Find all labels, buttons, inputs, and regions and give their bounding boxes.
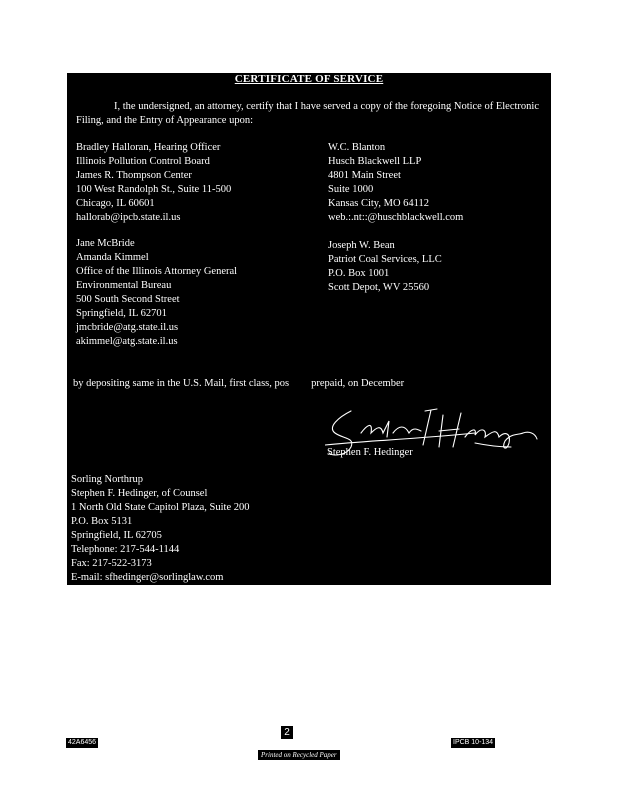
address-line: Environmental Bureau [76, 280, 172, 291]
fax-line: Fax: 217-522-3173 [71, 558, 152, 569]
firm-line: Stephen F. Hedinger, of Counsel [71, 488, 208, 499]
address-line: Illinois Pollution Control Board [76, 156, 210, 167]
address-line: 100 West Randolph St., Suite 11-500 [76, 184, 232, 195]
address-line: Office of the Illinois Attorney General [76, 266, 238, 277]
firm-line: 1 North Old State Capitol Plaza, Suite 200 [71, 502, 250, 513]
address-line: Suite 1000 [328, 184, 374, 195]
address-line: 500 South Second Street [76, 294, 180, 305]
certificate-of-service [67, 73, 551, 585]
firm-line: Sorling Northrup [71, 474, 144, 485]
address-line: 4801 Main Street [328, 170, 401, 181]
law-firm-contact-block [71, 473, 249, 585]
recycled-paper-notice: Printed on Recycled Paper [258, 750, 340, 760]
email-address: akimmel@atg.state.il.us [76, 336, 178, 347]
address-line: Husch Blackwell LLP [328, 156, 422, 167]
mailing-statement-start: by depositing same in the U.S. Mail, first class, pos [73, 378, 290, 389]
document-title: CERTIFICATE OF SERVICE [234, 73, 384, 85]
address-line: Patriot Coal Services, LLC [328, 254, 442, 265]
address-line: Joseph W. Bean [328, 240, 395, 251]
page-number: 2 [281, 726, 293, 739]
signer-name: Stephen F. Hedinger [327, 447, 413, 458]
service-address-attorney-general [76, 237, 237, 349]
address-line: Jane McBride [76, 238, 135, 249]
email-address: web.:.nt::@huschblackwell.com [328, 212, 464, 223]
firm-line: Springfield, IL 62705 [71, 530, 162, 541]
address-line: Scott Depot, WV 25560 [328, 282, 430, 293]
certification-paragraph: I, the undersigned, an attorney, certify that I have served a copy of the foregoing Notice of Electronic Filing, and the Entry of Appearance upon: [76, 101, 539, 126]
email-address: jmcbride@atg.state.il.us [76, 322, 179, 333]
firm-line: P.O. Box 5131 [71, 516, 133, 527]
address-line: P.O. Box 1001 [328, 268, 390, 279]
email-line: E-mail: sfhedinger@sorlinglaw.com [71, 572, 224, 583]
document-code-right: IPCB 10-134 [453, 739, 494, 746]
document-code-left: 42A6456 [68, 739, 97, 746]
service-address-blanton [328, 141, 463, 225]
address-line: W.C. Blanton [328, 142, 386, 153]
email-address: hallorab@ipcb.state.il.us [76, 212, 181, 223]
address-line: Springfield, IL 62701 [76, 308, 167, 319]
address-line: Kansas City, MO 64112 [328, 198, 430, 209]
mailing-statement [73, 378, 404, 389]
address-line: Amanda Kimmel [76, 252, 149, 263]
address-line: James R. Thompson Center [76, 170, 192, 181]
service-address-halloran [76, 141, 231, 225]
telephone-line: Telephone: 217-544-1144 [71, 544, 180, 555]
service-address-bean [328, 239, 442, 295]
mailing-statement-end: prepaid, on December [311, 378, 405, 389]
address-line: Chicago, IL 60601 [76, 198, 155, 209]
address-line: Bradley Halloran, Hearing Officer [76, 142, 221, 153]
